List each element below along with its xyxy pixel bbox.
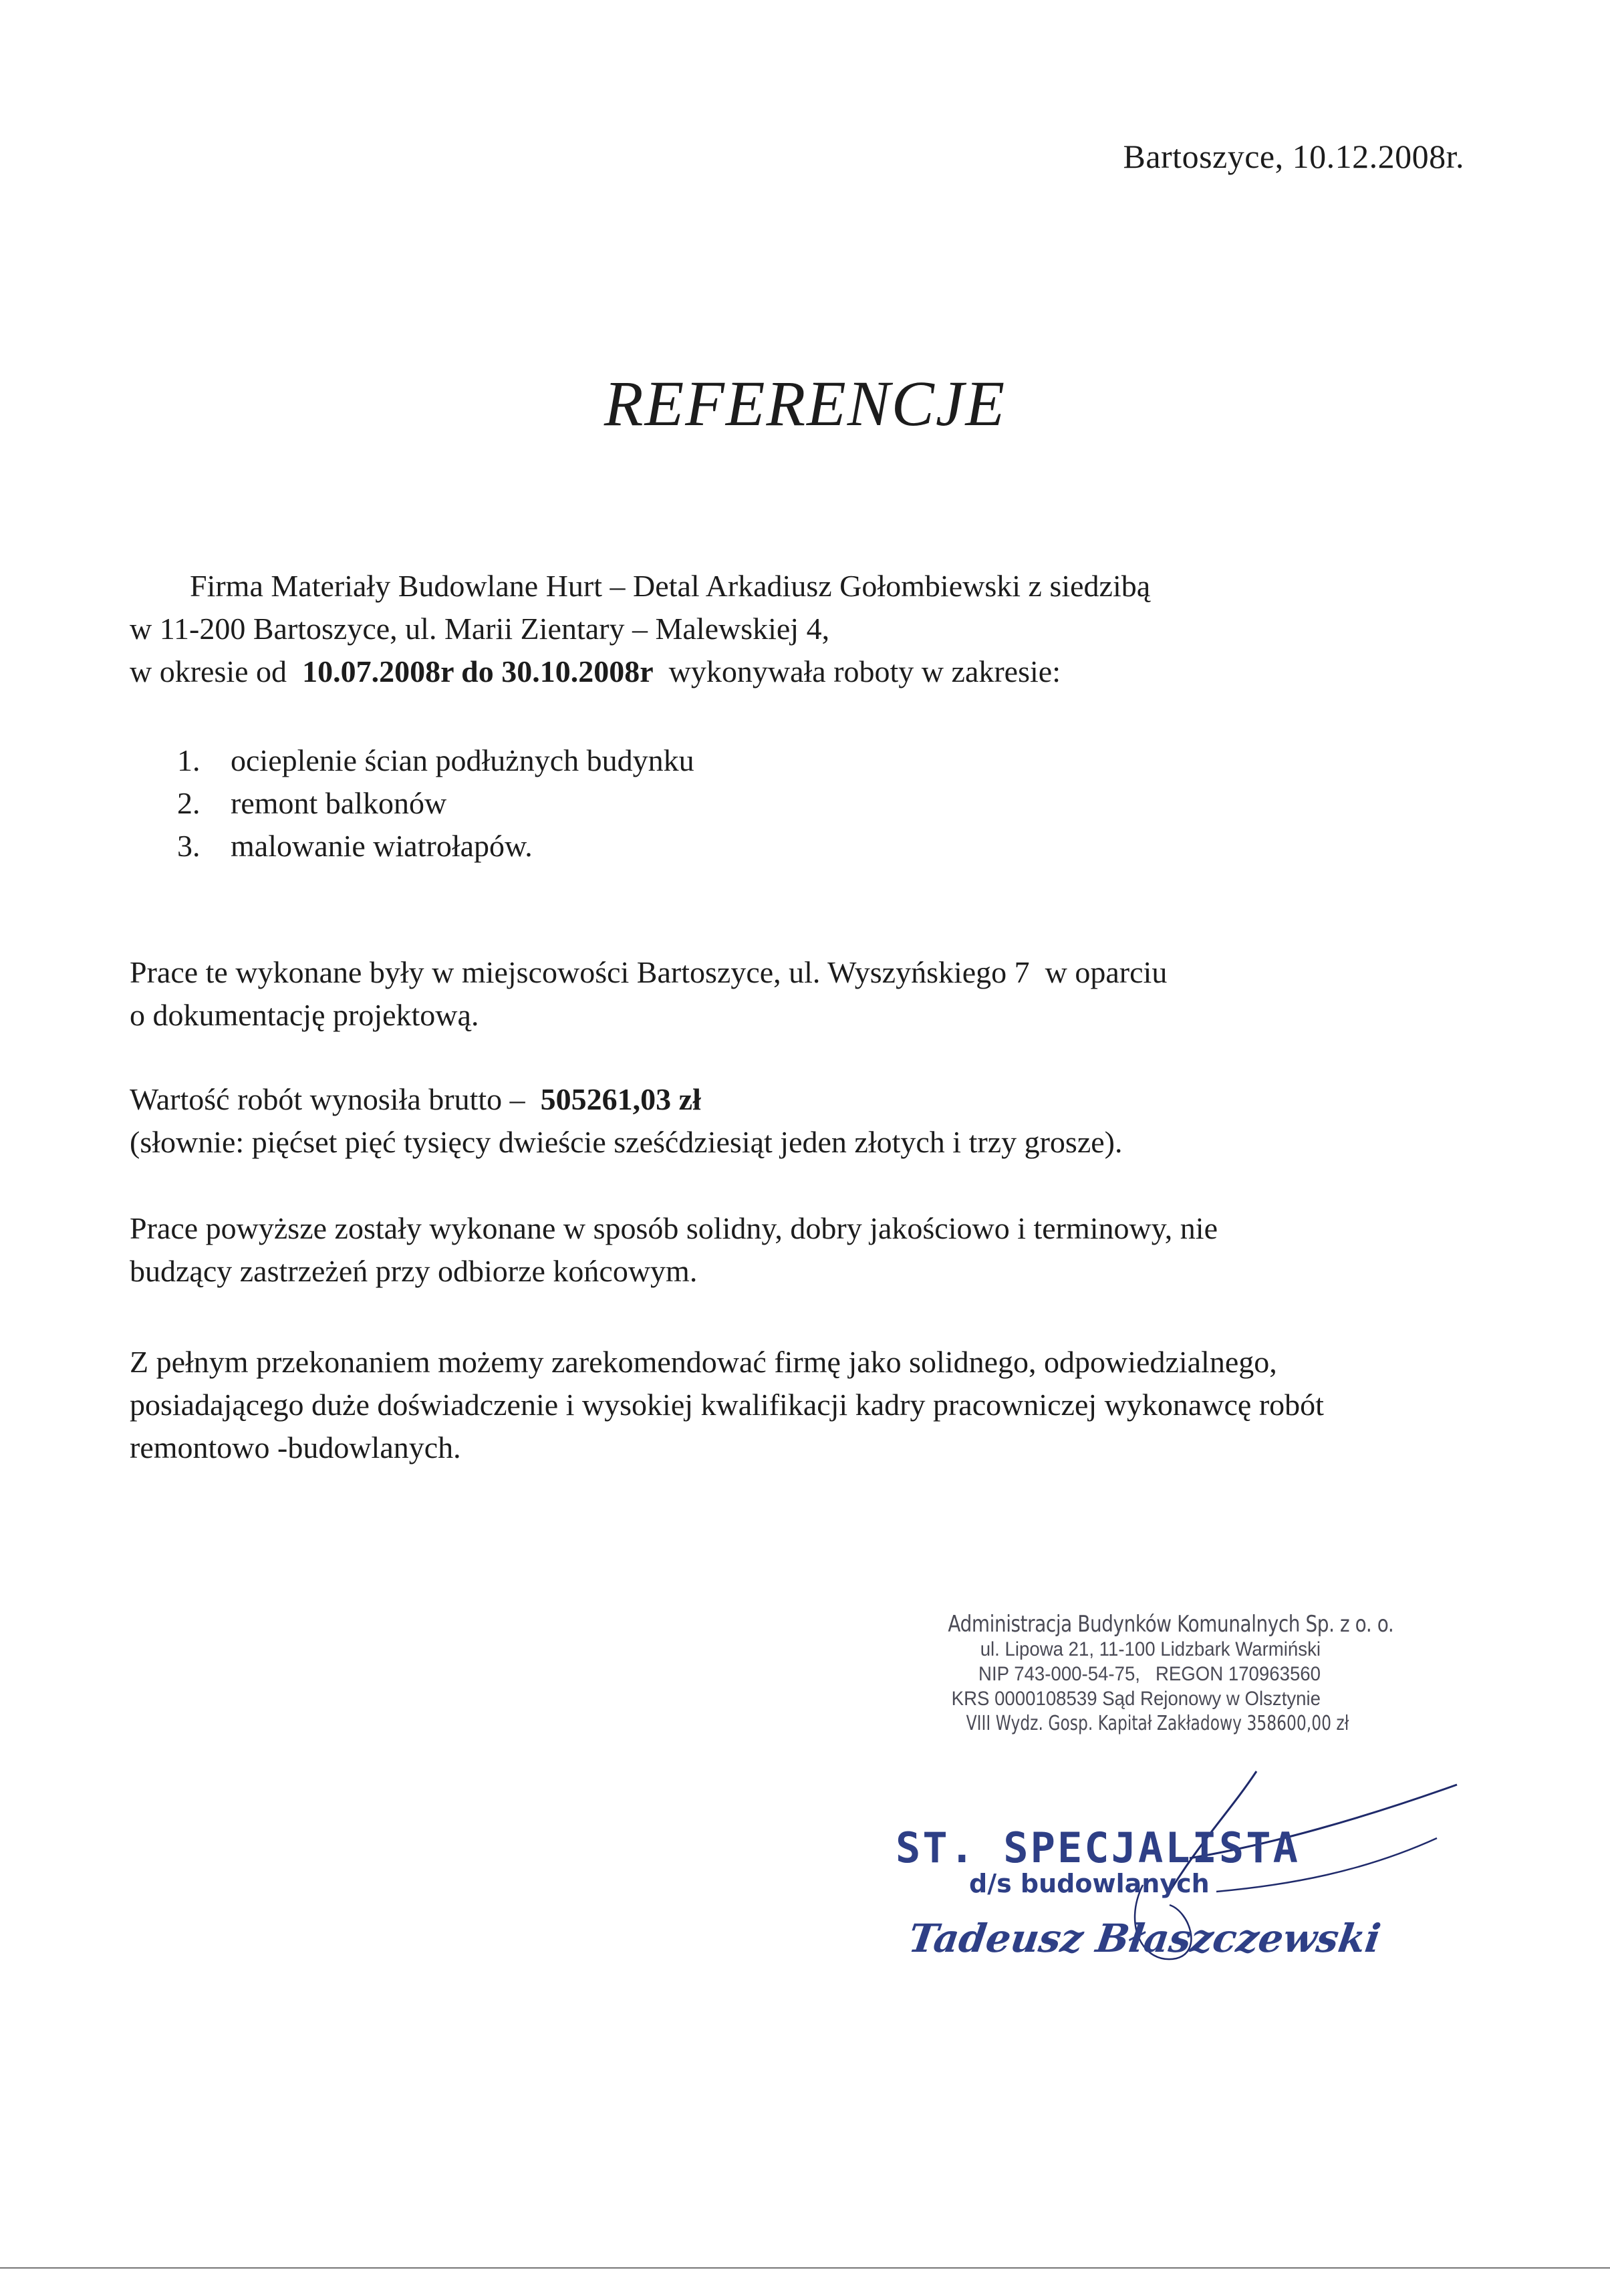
value-line <box>130 1078 1480 1121</box>
value-prefix: Wartość robót wynosiła brutto – <box>130 1082 525 1116</box>
place-date: Bartoszyce, 10.12.2008r. <box>1123 138 1464 175</box>
intro-period-suffix: wykonywała roboty w zakresie: <box>668 654 1061 688</box>
signature-stamp <box>896 1823 1383 1961</box>
location-line-2: o dokumentację projektową. <box>130 998 479 1032</box>
list-item <box>177 782 694 825</box>
recommendation-paragraph <box>130 1341 1480 1469</box>
intro-paragraph <box>130 565 1480 693</box>
recommendation-line-2: posiadającego duże doświadczenie i wysokiej kwalifikacji kadry pracowniczej wykonawcę robót <box>130 1388 1324 1422</box>
list-item-text: malowanie wiatrołapów. <box>231 829 533 863</box>
value-amount: 505261,03 zł <box>540 1082 701 1116</box>
intro-period-prefix: w okresie od <box>130 654 287 688</box>
value-paragraph <box>130 1078 1480 1164</box>
value-words: (słownie: pięćset pięć tysięcy dwieście sześćdziesiąt jeden złotych i trzy grosze). <box>130 1125 1123 1159</box>
signature-stamp-name: Tadeusz Błaszczewski <box>906 1916 1383 1961</box>
location-line-1: Prace te wykonane były w miejscowości Bartoszyce, ul. Wyszyńskiego 7 w oparciu <box>130 955 1168 989</box>
quality-line-2: budzący zastrzeżeń przy odbiorze końcowym. <box>130 1254 698 1288</box>
list-item <box>177 825 694 868</box>
company-stamp-name: Administracja Budynków Komunalnych Sp. z o. o. <box>948 1611 1394 1638</box>
company-stamp-court: VIII Wydz. Gosp. Kapitał Zakładowy 358600,00 zł <box>966 1712 1349 1735</box>
location-paragraph <box>130 951 1480 1037</box>
company-stamp-ids: NIP 743-000-54-75, REGON 170963560 <box>978 1663 1321 1685</box>
intro-line-3 <box>130 650 1480 693</box>
bottom-edge-line <box>0 2267 1610 2269</box>
list-item-text: remont balkonów <box>231 786 447 820</box>
quality-line-1: Prace powyższe zostały wykonane w sposób solidny, dobry jakościowo i terminowy, nie <box>130 1211 1218 1245</box>
list-item-number: 1. <box>177 743 200 777</box>
company-stamp-address: ul. Lipowa 21, 11-100 Lidzbark Warmiński <box>980 1638 1321 1660</box>
company-stamp <box>866 1611 1394 1736</box>
list-item-text: ocieplenie ścian podłużnych budynku <box>231 743 694 777</box>
intro-period: 10.07.2008r do 30.10.2008r <box>302 654 654 688</box>
recommendation-line-1: Z pełnym przekonaniem możemy zarekomendować firmę jako solidnego, odpowiedzialnego, <box>130 1345 1277 1379</box>
document-title-text: REFERENCJE <box>603 368 1007 439</box>
intro-line-2: w 11-200 Bartoszyce, ul. Marii Zientary – Malewskiej 4, <box>130 612 830 646</box>
list-item <box>177 739 694 782</box>
signature-stamp-title: ST. SPECJALISTA <box>896 1823 1300 1872</box>
works-list <box>177 739 694 868</box>
intro-line-1: Firma Materiały Budowlane Hurt – Detal Arkadiusz Gołombiewski z siedzibą <box>190 569 1151 603</box>
list-item-number: 3. <box>177 829 200 863</box>
signature-stamp-subtitle: d/s budowlanych <box>969 1869 1210 1898</box>
list-item-number: 2. <box>177 786 200 820</box>
document-title <box>0 366 1610 440</box>
company-stamp-krs: KRS 0000108539 Sąd Rejonowy w Olsztynie <box>951 1688 1321 1710</box>
recommendation-line-3: remontowo -budowlanych. <box>130 1430 461 1464</box>
quality-paragraph <box>130 1207 1480 1293</box>
